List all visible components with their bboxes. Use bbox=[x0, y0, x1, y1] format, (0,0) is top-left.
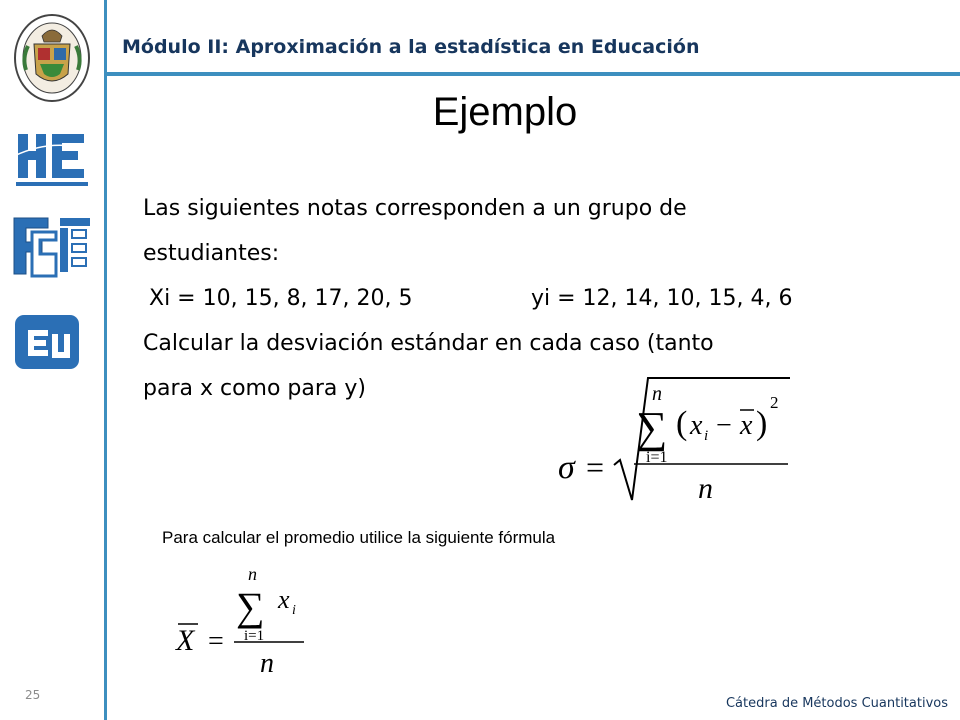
term-x: x bbox=[690, 410, 703, 441]
mean-lhs: X bbox=[176, 624, 195, 657]
term-i: i bbox=[704, 428, 709, 444]
sum-upper-limit: n bbox=[248, 564, 257, 584]
denominator-n: n bbox=[698, 472, 713, 505]
term-x: x bbox=[278, 585, 290, 614]
slide-title: Ejemplo bbox=[432, 90, 578, 134]
std-dev-formula bbox=[548, 370, 798, 510]
summation-icon: ∑ bbox=[236, 584, 265, 629]
sigma-symbol: σ bbox=[558, 449, 575, 486]
minus-sign: − bbox=[716, 410, 732, 441]
mean-formula-note: Para calcular el promedio utilice la siguiente fórmula bbox=[162, 528, 556, 547]
sum-lower-limit: i=1 bbox=[244, 628, 265, 644]
term-i: i bbox=[292, 603, 296, 618]
vertical-divider bbox=[104, 0, 107, 720]
body-line: Las siguientes notas corresponden a un grupo de bbox=[143, 196, 687, 221]
close-paren-icon: ) bbox=[756, 405, 768, 442]
instruction-line: Calcular la desviación estándar en cada caso (tanto bbox=[143, 331, 714, 356]
eu-logo-icon bbox=[14, 314, 80, 370]
body-line: estudiantes: bbox=[143, 241, 280, 266]
xi-values: Xi = 10, 15, 8, 17, 20, 5 bbox=[149, 286, 413, 311]
yi-values: yi = 12, 14, 10, 15, 4, 6 bbox=[531, 286, 793, 311]
mean-formula bbox=[170, 560, 320, 685]
header-divider bbox=[104, 72, 960, 76]
school-logo-icon bbox=[12, 214, 94, 280]
university-seal-icon bbox=[12, 12, 92, 104]
course-footer: Cátedra de Métodos Cuantitativos bbox=[725, 696, 948, 711]
denominator-n: n bbox=[260, 648, 274, 679]
instruction-line: para x como para y) bbox=[143, 376, 366, 401]
module-header: Módulo II: Aproximación a la estadística en Educación bbox=[122, 36, 700, 58]
term-xbar: x bbox=[740, 410, 753, 441]
open-paren-icon: ( bbox=[676, 405, 688, 442]
slide-number: 25 bbox=[25, 688, 41, 702]
he-faculty-logo-icon bbox=[14, 128, 90, 190]
sum-lower-limit: i=1 bbox=[646, 449, 668, 466]
summation-icon: ∑ bbox=[636, 403, 668, 452]
sum-upper-limit: n bbox=[652, 383, 662, 405]
data-values-line bbox=[143, 276, 843, 321]
exponent: 2 bbox=[770, 393, 779, 412]
equals-sign: = bbox=[586, 449, 605, 485]
equals-sign: = bbox=[208, 626, 224, 657]
